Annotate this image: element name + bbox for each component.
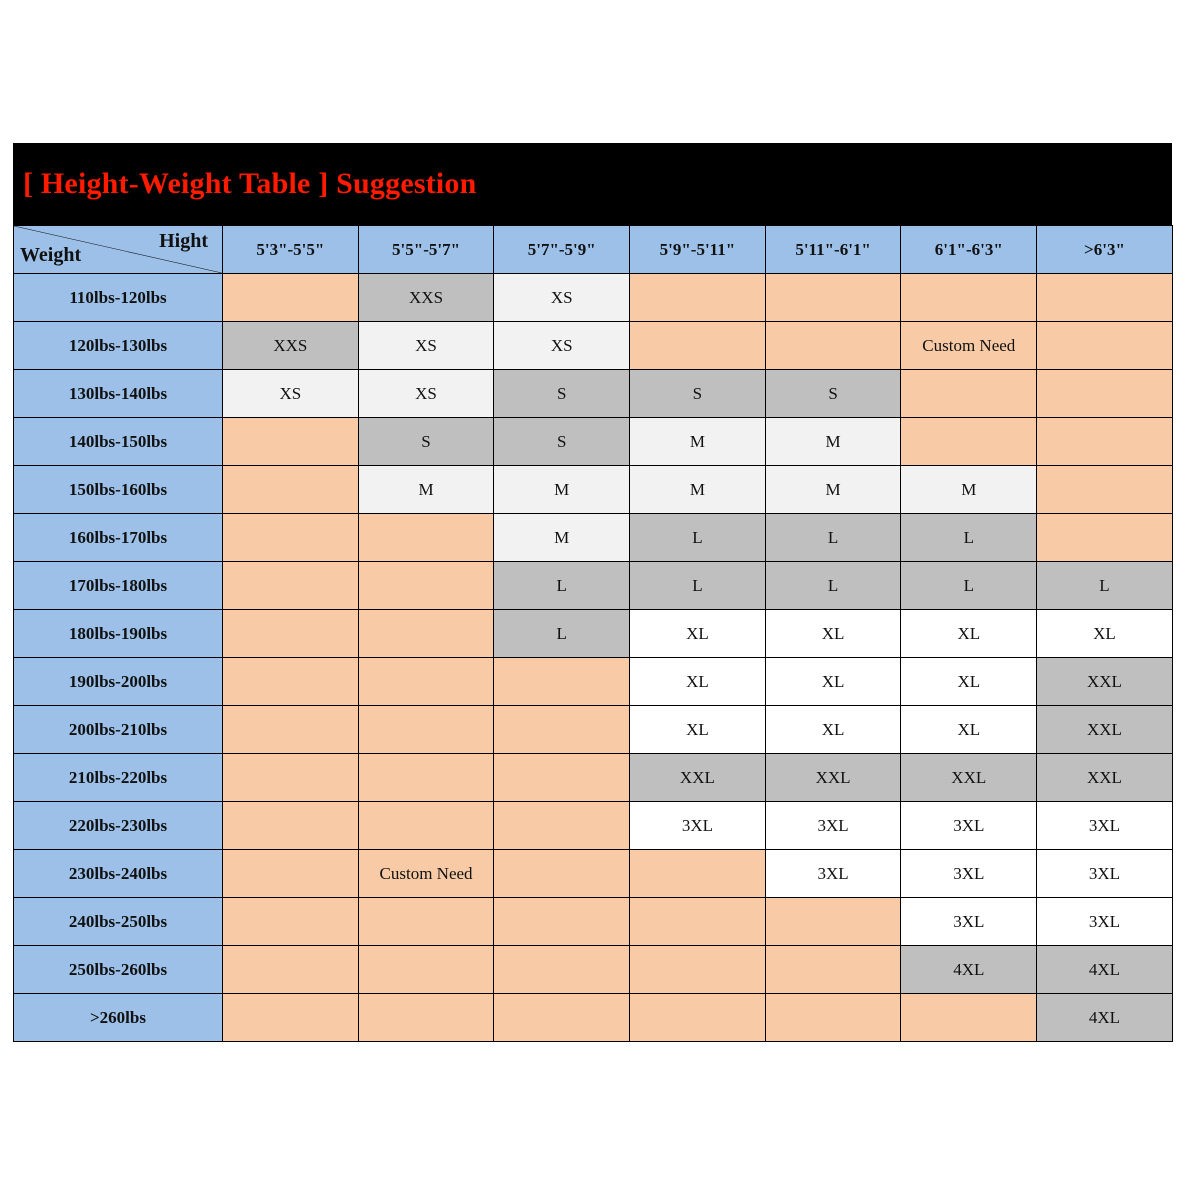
size-cell: S xyxy=(358,418,494,466)
size-cell: M xyxy=(358,466,494,514)
size-cell xyxy=(494,658,630,706)
size-cell: 3XL xyxy=(765,802,901,850)
size-cell xyxy=(358,898,494,946)
height-axis-label: Hight xyxy=(159,230,208,252)
size-cell: XXS xyxy=(223,322,359,370)
size-cell: XL xyxy=(901,706,1037,754)
row-header-weight: 250lbs-260lbs xyxy=(14,946,223,994)
size-cell xyxy=(223,418,359,466)
row-header-weight: 240lbs-250lbs xyxy=(14,898,223,946)
size-cell: XL xyxy=(630,610,766,658)
size-cell: M xyxy=(494,514,630,562)
size-cell: L xyxy=(630,514,766,562)
table-row xyxy=(14,658,1173,706)
size-cell: XS xyxy=(358,322,494,370)
size-cell: XS xyxy=(223,370,359,418)
size-cell: Custom Need xyxy=(358,850,494,898)
weight-axis-label: Weight xyxy=(20,244,82,266)
table-row xyxy=(14,754,1173,802)
size-cell xyxy=(1037,370,1173,418)
size-cell xyxy=(358,802,494,850)
size-cell: M xyxy=(630,466,766,514)
size-cell: L xyxy=(765,514,901,562)
size-cell: 3XL xyxy=(901,898,1037,946)
size-cell xyxy=(630,898,766,946)
size-cell: S xyxy=(630,370,766,418)
corner-axis-cell xyxy=(14,226,223,274)
size-cell: 3XL xyxy=(765,850,901,898)
table-header-row xyxy=(14,226,1173,274)
size-cell xyxy=(765,274,901,322)
size-cell: XL xyxy=(630,706,766,754)
size-cell: M xyxy=(765,418,901,466)
size-cell: XL xyxy=(765,706,901,754)
size-cell: S xyxy=(765,370,901,418)
size-cell xyxy=(223,562,359,610)
column-header-height: 5'5"-5'7" xyxy=(358,226,494,274)
row-header-weight: 130lbs-140lbs xyxy=(14,370,223,418)
size-cell xyxy=(358,994,494,1042)
size-cell: XL xyxy=(765,610,901,658)
size-cell xyxy=(630,274,766,322)
size-cell: XXL xyxy=(1037,706,1173,754)
table-row xyxy=(14,274,1173,322)
size-cell: XXL xyxy=(1037,754,1173,802)
row-header-weight: 140lbs-150lbs xyxy=(14,418,223,466)
size-cell xyxy=(358,754,494,802)
size-cell: 4XL xyxy=(901,946,1037,994)
size-cell xyxy=(223,610,359,658)
row-header-weight: 150lbs-160lbs xyxy=(14,466,223,514)
size-cell: M xyxy=(765,466,901,514)
table-row xyxy=(14,706,1173,754)
size-cell xyxy=(630,994,766,1042)
size-cell xyxy=(1037,322,1173,370)
table-row xyxy=(14,466,1173,514)
size-cell: L xyxy=(765,562,901,610)
size-cell xyxy=(765,322,901,370)
size-cell xyxy=(901,370,1037,418)
row-header-weight: 110lbs-120lbs xyxy=(14,274,223,322)
size-cell: M xyxy=(901,466,1037,514)
column-header-height: 5'7"-5'9" xyxy=(494,226,630,274)
size-cell xyxy=(358,706,494,754)
table-row xyxy=(14,610,1173,658)
size-cell: XS xyxy=(494,322,630,370)
size-cell xyxy=(1037,418,1173,466)
size-cell xyxy=(223,994,359,1042)
table-row xyxy=(14,994,1173,1042)
size-cell: XL xyxy=(1037,610,1173,658)
size-cell xyxy=(901,418,1037,466)
size-cell: 3XL xyxy=(1037,802,1173,850)
size-cell: 3XL xyxy=(630,802,766,850)
size-cell: 4XL xyxy=(1037,994,1173,1042)
size-cell: 3XL xyxy=(901,802,1037,850)
size-cell xyxy=(223,706,359,754)
size-cell xyxy=(1037,466,1173,514)
size-cell: 3XL xyxy=(1037,898,1173,946)
table-row xyxy=(14,370,1173,418)
size-cell xyxy=(630,946,766,994)
size-cell xyxy=(358,610,494,658)
size-cell: XXL xyxy=(765,754,901,802)
table-row xyxy=(14,562,1173,610)
row-header-weight: 220lbs-230lbs xyxy=(14,802,223,850)
size-cell: XXL xyxy=(630,754,766,802)
size-cell xyxy=(765,898,901,946)
size-cell xyxy=(223,274,359,322)
size-cell: L xyxy=(901,562,1037,610)
row-header-weight: 180lbs-190lbs xyxy=(14,610,223,658)
size-cell: M xyxy=(494,466,630,514)
size-cell xyxy=(223,802,359,850)
size-cell: XS xyxy=(358,370,494,418)
size-cell: XL xyxy=(765,658,901,706)
column-header-height: 5'3"-5'5" xyxy=(223,226,359,274)
column-header-height: 5'11"-6'1" xyxy=(765,226,901,274)
size-cell xyxy=(494,898,630,946)
row-header-weight: 200lbs-210lbs xyxy=(14,706,223,754)
size-cell xyxy=(358,562,494,610)
size-cell xyxy=(358,946,494,994)
size-cell: S xyxy=(494,418,630,466)
size-cell: XS xyxy=(494,274,630,322)
size-cell xyxy=(630,322,766,370)
row-header-weight: 120lbs-130lbs xyxy=(14,322,223,370)
table-row xyxy=(14,514,1173,562)
size-cell xyxy=(630,850,766,898)
size-cell: L xyxy=(630,562,766,610)
table-row xyxy=(14,802,1173,850)
size-chart xyxy=(13,143,1172,1042)
table-row xyxy=(14,850,1173,898)
size-cell: XL xyxy=(901,610,1037,658)
size-cell xyxy=(223,754,359,802)
size-cell: L xyxy=(494,610,630,658)
size-cell: XL xyxy=(901,658,1037,706)
size-cell xyxy=(765,946,901,994)
size-cell: L xyxy=(901,514,1037,562)
row-header-weight: 210lbs-220lbs xyxy=(14,754,223,802)
size-cell xyxy=(494,754,630,802)
column-header-height: >6'3" xyxy=(1037,226,1173,274)
size-cell xyxy=(1037,514,1173,562)
size-cell xyxy=(901,994,1037,1042)
size-cell: L xyxy=(494,562,630,610)
row-header-weight: 190lbs-200lbs xyxy=(14,658,223,706)
size-cell xyxy=(358,514,494,562)
size-cell xyxy=(223,946,359,994)
size-cell: XXL xyxy=(1037,658,1173,706)
column-header-height: 5'9"-5'11" xyxy=(630,226,766,274)
size-cell xyxy=(223,466,359,514)
size-cell: 3XL xyxy=(901,850,1037,898)
row-header-weight: 170lbs-180lbs xyxy=(14,562,223,610)
size-cell xyxy=(494,994,630,1042)
size-cell xyxy=(494,850,630,898)
size-cell xyxy=(901,274,1037,322)
row-header-weight: >260lbs xyxy=(14,994,223,1042)
size-cell: L xyxy=(1037,562,1173,610)
table-row xyxy=(14,322,1173,370)
table-row xyxy=(14,946,1173,994)
size-cell xyxy=(765,994,901,1042)
size-cell xyxy=(494,802,630,850)
page-title: [ Height-Weight Table ] Suggestion xyxy=(23,167,477,200)
table-row xyxy=(14,898,1173,946)
size-cell: 3XL xyxy=(1037,850,1173,898)
row-header-weight: 230lbs-240lbs xyxy=(14,850,223,898)
size-cell xyxy=(494,706,630,754)
size-cell: XXS xyxy=(358,274,494,322)
size-cell xyxy=(1037,274,1173,322)
size-cell xyxy=(494,946,630,994)
title-bar xyxy=(13,143,1172,225)
size-cell xyxy=(223,514,359,562)
height-weight-table xyxy=(13,225,1173,1042)
row-header-weight: 160lbs-170lbs xyxy=(14,514,223,562)
size-cell: 4XL xyxy=(1037,946,1173,994)
size-cell xyxy=(223,898,359,946)
size-cell xyxy=(358,658,494,706)
size-cell: Custom Need xyxy=(901,322,1037,370)
table-row xyxy=(14,418,1173,466)
size-cell: XL xyxy=(630,658,766,706)
size-cell: XXL xyxy=(901,754,1037,802)
size-cell: S xyxy=(494,370,630,418)
size-cell xyxy=(223,850,359,898)
size-cell xyxy=(223,658,359,706)
size-cell: M xyxy=(630,418,766,466)
column-header-height: 6'1"-6'3" xyxy=(901,226,1037,274)
